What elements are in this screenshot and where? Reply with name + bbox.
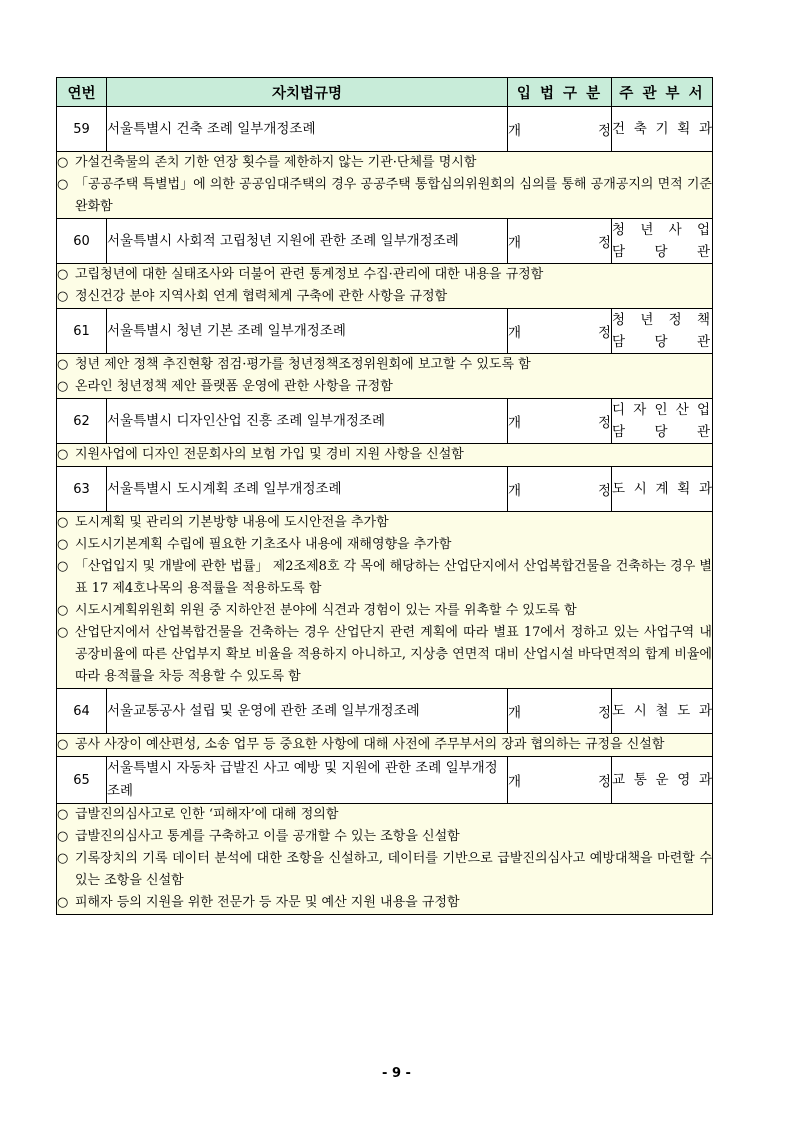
legislation-type-char: 개 [508,235,522,251]
department-line: 담 당 관 [612,334,710,350]
header-legislation-type: 입 법 구 분 [508,78,612,107]
serial-number: 63 [57,467,107,512]
description-text: 청년 제안 정책 추진현황 점검·평가를 청년정책조정위원회에 보고할 수 있도록 함 [75,357,531,372]
description-text: 「산업입지 및 개발에 관한 법률」 제2조제8호 각 목에 해당하는 산업단지에서 산업복합건물을 건축하는 경우 별표 17 제4호나목의 용적률을 적용하도록 함 [75,559,712,596]
department [612,689,713,734]
page-number: - 9 - [382,1066,411,1081]
legislation-type-char: 개 [508,483,522,499]
circle-bullet-icon: ○ [57,851,69,866]
circle-bullet-icon: ○ [57,357,69,372]
ordinance-name: 서울특별시 사회적 고립청년 지원에 관한 조례 일부개정조례 [107,219,508,264]
legislation-type-char: 정 [597,123,611,139]
description-bullet [57,444,712,466]
circle-bullet-icon: ○ [57,447,69,462]
circle-bullet-icon: ○ [57,515,69,530]
department [612,757,713,804]
description-text: 도시계획 및 관리의 기본방향 내용에 도시안전을 추가함 [75,515,389,530]
department-line: 도 시 철 도 과 [612,703,712,719]
legislation-type [508,689,612,734]
circle-bullet-icon: ○ [57,895,69,910]
serial-number: 65 [57,757,107,804]
legislation-type [508,219,612,264]
description-bullet [57,892,712,914]
circle-bullet-icon: ○ [57,537,69,552]
ordinance-name: 서울교통공사 설립 및 운영에 관한 조례 일부개정조례 [107,689,508,734]
description-bullet [57,376,712,398]
description-row [57,444,713,467]
circle-bullet-icon: ○ [57,737,69,752]
ordinance-row [57,107,713,152]
department-line: 담 당 관 [612,244,710,260]
description-bullet [57,174,712,218]
legislation-type-char: 개 [508,774,522,790]
header-serial-number: 연번 [57,78,107,107]
description-text: 시도시기본계획 수립에 필요한 기초조사 내용에 재해영향을 추가함 [75,537,452,552]
legislation-type-char: 정 [597,415,611,431]
department-line: 청 년 정 책 [612,312,710,328]
circle-bullet-icon: ○ [57,807,69,822]
serial-number: 59 [57,107,107,152]
circle-bullet-icon: ○ [57,625,69,640]
description-text: 정신건강 분야 지역사회 연계 협력체계 구축에 관한 사항을 규정함 [75,289,448,304]
department [612,309,713,354]
description-row [57,354,713,399]
legislation-type-char: 개 [508,123,522,139]
description-cell [57,152,713,219]
description-bullet [57,622,712,688]
legislation-type-char: 정 [597,325,611,341]
description-text: 피해자 등의 지원을 위한 전문가 등 자문 및 예산 지원 내용을 규정함 [75,895,460,910]
ordinance-row [57,467,713,512]
circle-bullet-icon: ○ [57,267,69,282]
description-bullet [57,804,712,826]
description-row [57,804,713,915]
description-row [57,152,713,219]
description-bullet [57,286,712,308]
description-cell [57,804,713,915]
description-text: 지원사업에 디자인 전문회사의 보험 가입 및 경비 지원 사항을 신설함 [75,447,464,462]
description-bullet [57,354,712,376]
description-text: 온라인 청년정책 제안 플랫폼 운영에 관한 사항을 규정함 [75,379,393,394]
description-text: 기록장치의 기록 데이터 분석에 대한 조항을 신설하고, 데이터를 기반으로 급발진의심사고 예방대책을 마련할 수 있는 조항을 신설함 [75,851,712,888]
description-text: 고립청년에 대한 실태조사와 더불어 관련 통계정보 수집·관리에 대한 내용을 규정함 [75,267,544,282]
circle-bullet-icon: ○ [57,379,69,394]
department-line: 도 시 계 획 과 [612,481,712,497]
department [612,399,713,444]
ordinance-name: 서울특별시 자동차 급발진 사고 예방 및 지원에 관한 조례 일부개정조례 [107,757,508,804]
department [612,467,713,512]
description-cell [57,354,713,399]
legislation-type [508,399,612,444]
description-cell [57,264,713,309]
description-bullet [57,512,712,534]
header-ordinance-name: 자치법규명 [107,78,508,107]
description-text: 급발진의심사고로 인한 ‘피해자’에 대해 정의함 [75,807,339,822]
ordinance-row [57,309,713,354]
header-department: 주 관 부 서 [612,78,713,107]
description-bullet [57,600,712,622]
description-row [57,512,713,689]
circle-bullet-icon: ○ [57,559,69,574]
serial-number: 60 [57,219,107,264]
description-cell [57,444,713,467]
circle-bullet-icon: ○ [57,603,69,618]
ordinance-row [57,399,713,444]
legislation-type-char: 개 [508,325,522,341]
legislation-type-char: 개 [508,415,522,431]
circle-bullet-icon: ○ [57,289,69,304]
legislation-type-char: 개 [508,705,522,721]
ordinance-row [57,757,713,804]
legislation-type-char: 정 [597,235,611,251]
department-line: 교 통 운 영 과 [612,772,712,788]
circle-bullet-icon: ○ [57,155,69,170]
description-cell [57,512,713,689]
description-bullet [57,848,712,892]
table-header-row [57,78,713,107]
description-bullet [57,826,712,848]
department-line: 청 년 사 업 [612,222,710,238]
department-line: 디 자 인 산 업 [612,402,710,418]
description-text: 가설건축물의 존치 기한 연장 횟수를 제한하지 않는 기관·단체를 명시함 [75,155,477,170]
ordinance-table [56,77,713,915]
ordinance-row [57,219,713,264]
description-bullet [57,534,712,556]
department [612,219,713,264]
serial-number: 64 [57,689,107,734]
serial-number: 62 [57,399,107,444]
description-bullet [57,556,712,600]
department-line: 담 당 관 [612,424,710,440]
legislation-type-char: 정 [597,483,611,499]
ordinance-name: 서울특별시 디자인산업 진흥 조례 일부개정조례 [107,399,508,444]
legislation-type [508,757,612,804]
serial-number: 61 [57,309,107,354]
circle-bullet-icon: ○ [57,829,69,844]
ordinance-name: 서울특별시 건축 조례 일부개정조례 [107,107,508,152]
description-text: 시도시계획위원회 위원 중 지하안전 분야에 식견과 경험이 있는 자를 위촉할 수 있도록 함 [75,603,577,618]
description-cell [57,734,713,757]
legislation-type-char: 정 [597,705,611,721]
description-text: 「공공주택 특별법」에 의한 공공임대주택의 경우 공공주택 통합심의위원회의 심의를 통해 공개공지의 면적 기준 완화함 [75,177,712,214]
circle-bullet-icon: ○ [57,177,69,192]
description-text: 공사 사장이 예산편성, 소송 업무 등 중요한 사항에 대해 사전에 주무부서의 장과 협의하는 규정을 신설함 [75,737,665,752]
description-bullet [57,152,712,174]
legislation-type [508,467,612,512]
ordinance-name: 서울특별시 청년 기본 조례 일부개정조례 [107,309,508,354]
ordinance-name: 서울특별시 도시계획 조례 일부개정조례 [107,467,508,512]
description-bullet [57,734,712,756]
description-row [57,264,713,309]
description-bullet [57,264,712,286]
description-text: 산업단지에서 산업복합건물을 건축하는 경우 산업단지 관련 계획에 따라 별표 17에서 정하고 있는 사업구역 내 공장비율에 따른 산업부지 확보 비율을 적용하지 아니하고, 지상층 연면적 대비 산업시설 바닥면적의 합계 비율에 따라 용적률을 차등 적용할 수 있도록 함 [75,625,712,684]
legislation-type-char: 정 [597,774,611,790]
ordinance-row [57,689,713,734]
description-text: 급발진의심사고 통계를 구축하고 이를 공개할 수 있는 조항을 신설함 [75,829,460,844]
description-row [57,734,713,757]
department-line: 건 축 기 획 과 [612,121,712,137]
department [612,107,713,152]
legislation-type [508,309,612,354]
legislation-type [508,107,612,152]
